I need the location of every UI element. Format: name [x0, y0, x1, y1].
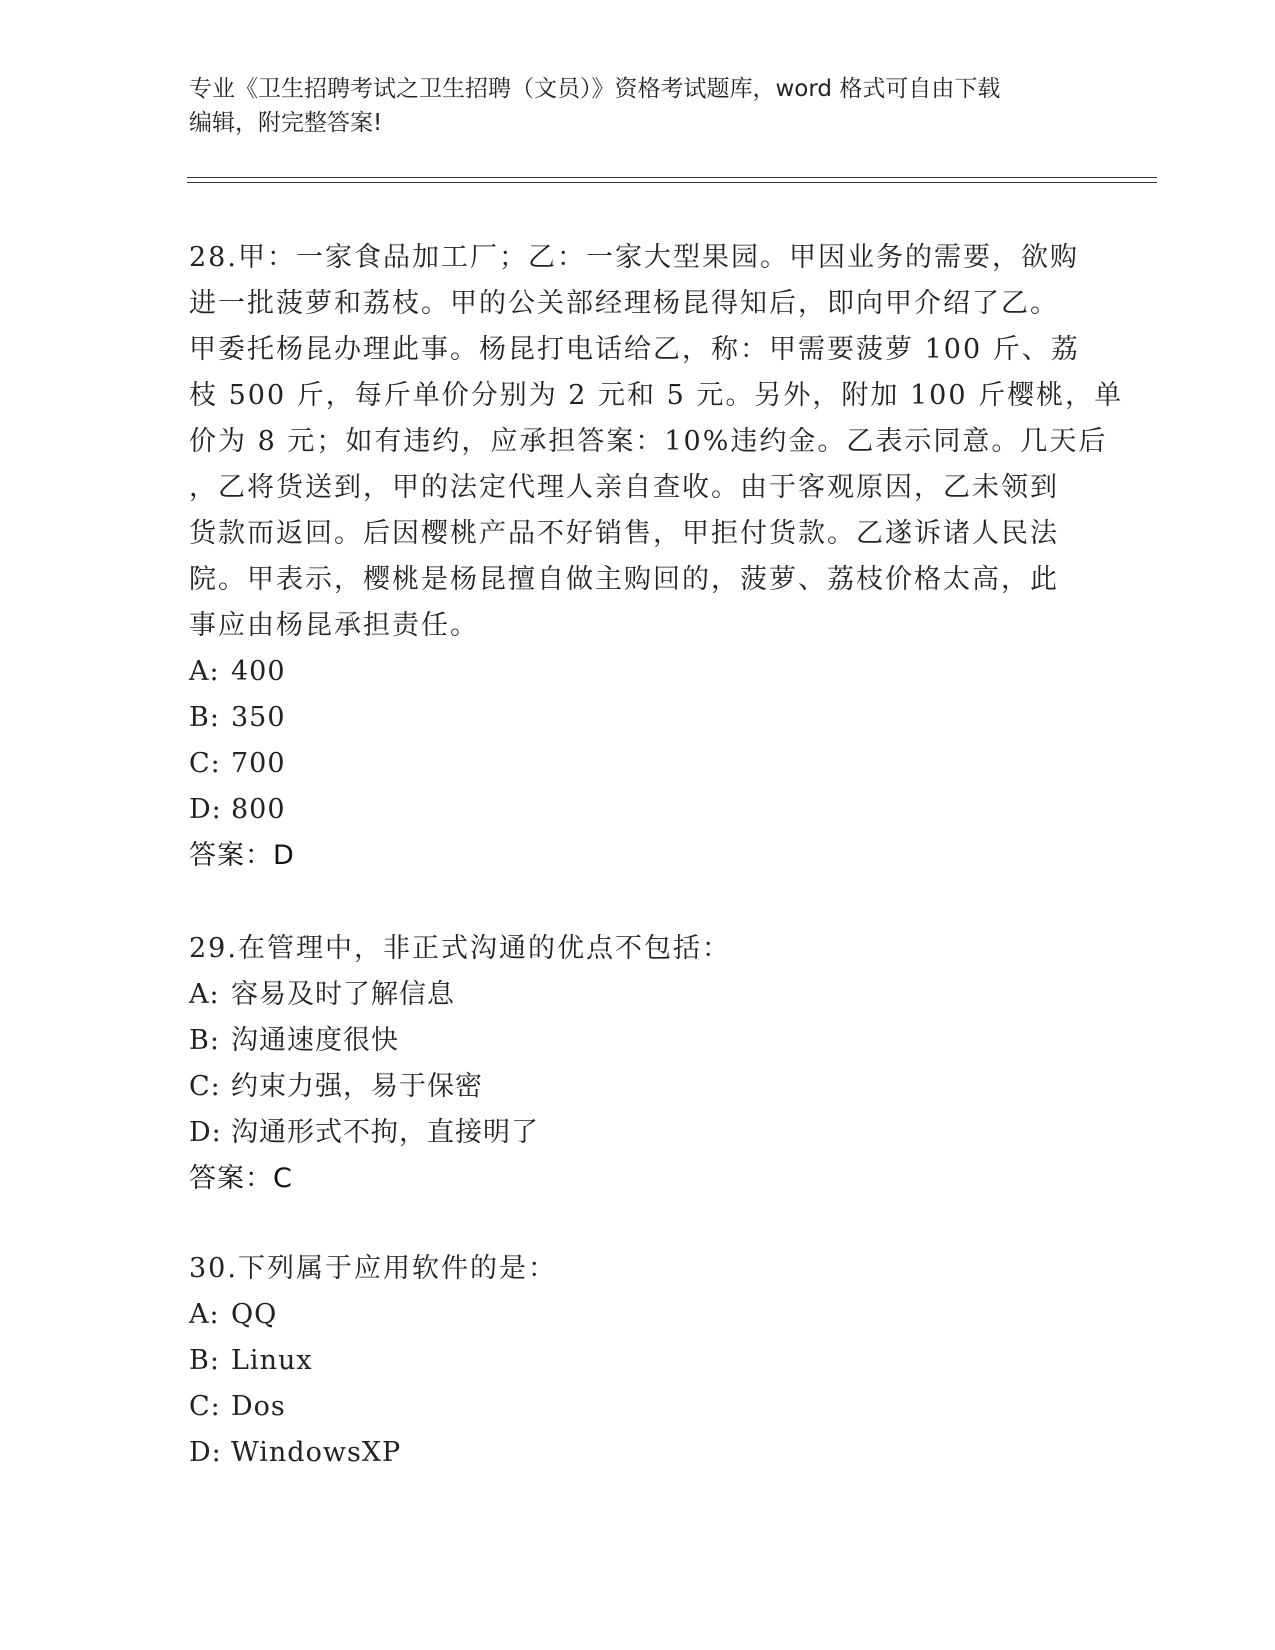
option-letter: A: [189, 1299, 220, 1330]
header-divider-bottom [187, 182, 1157, 183]
header-divider-top [187, 177, 1157, 178]
option-letter: D: [189, 1437, 222, 1468]
option-letter: C: [189, 1071, 221, 1102]
option-a [189, 972, 1089, 1018]
option-letter: B: [189, 702, 220, 733]
option-a [189, 1292, 1089, 1338]
question-stem-line: 28.甲：一家食品加工厂；乙：一家大型果园。甲因业务的需要，欲购 [189, 242, 1079, 273]
question-30 [189, 1246, 1089, 1476]
option-b [189, 1018, 1089, 1064]
question-stem-line: 价为 8 元；如有违约，应承担答案：10%违约金。乙表示同意。几天后 [189, 426, 1108, 457]
answer-line: 答案：D [189, 840, 295, 871]
option-text: Linux [231, 1345, 313, 1376]
question-stem-line: 货款而返回。后因樱桃产品不好销售，甲拒付货款。乙遂诉诸人民法 [189, 518, 1059, 549]
question-stem-line: 事应由杨昆承担责任。 [189, 610, 479, 641]
option-text: 400 [231, 656, 286, 687]
option-c [189, 1064, 1089, 1110]
question-stem-line: ，乙将货送到，甲的法定代理人亲自查收。由于客观原因，乙未领到 [189, 472, 1059, 503]
option-d [189, 1110, 1089, 1156]
option-text: 约束力强，易于保密 [231, 1071, 483, 1102]
option-c [189, 741, 1089, 787]
option-b [189, 1338, 1089, 1384]
question-stem-line: 30.下列属于应用软件的是： [189, 1253, 557, 1284]
question-28 [189, 235, 1124, 879]
option-letter: D: [189, 1117, 222, 1148]
document-header [189, 72, 1089, 140]
option-letter: D: [189, 794, 222, 825]
option-letter: C: [189, 748, 221, 779]
option-letter: A: [189, 656, 220, 687]
question-29 [189, 926, 1089, 1202]
option-a [189, 649, 1089, 695]
option-text: 350 [231, 702, 286, 733]
question-stem-line: 枝 500 斤，每斤单价分别为 2 元和 5 元。另外，附加 100 斤樱桃，单 [189, 380, 1124, 411]
option-text: 容易及时了解信息 [231, 979, 455, 1010]
option-letter: A: [189, 979, 220, 1010]
option-d [189, 1430, 1089, 1476]
option-letter: B: [189, 1025, 220, 1056]
option-text: QQ [231, 1299, 278, 1330]
header-title-line-1: 专业《卫生招聘考试之卫生招聘（文员）》资格考试题库，word 格式可自由下载 [189, 76, 1001, 102]
question-stem-line: 29.在管理中，非正式沟通的优点不包括： [189, 933, 731, 964]
option-text: 沟通形式不拘，直接明了 [231, 1117, 539, 1148]
option-text: 沟通速度很快 [231, 1025, 399, 1056]
option-letter: C: [189, 1391, 221, 1422]
option-text: Dos [231, 1391, 286, 1422]
option-d [189, 787, 1089, 833]
header-title-line-2: 编辑，附完整答案! [189, 110, 383, 136]
option-c [189, 1384, 1089, 1430]
question-stem-line: 甲委托杨昆办理此事。杨昆打电话给乙，称：甲需要菠萝 100 斤、荔 [189, 334, 1080, 365]
answer-line: 答案：C [189, 1163, 293, 1194]
question-stem-line: 进一批菠萝和荔枝。甲的公关部经理杨昆得知后，即向甲介绍了乙。 [189, 288, 1059, 319]
option-text: 800 [231, 794, 286, 825]
option-b [189, 695, 1089, 741]
option-text: 700 [231, 748, 286, 779]
question-stem-line: 院。甲表示，樱桃是杨昆擅自做主购回的，菠萝、荔枝价格太高，此 [189, 564, 1059, 595]
option-letter: B: [189, 1345, 220, 1376]
option-text: WindowsXP [231, 1437, 402, 1468]
